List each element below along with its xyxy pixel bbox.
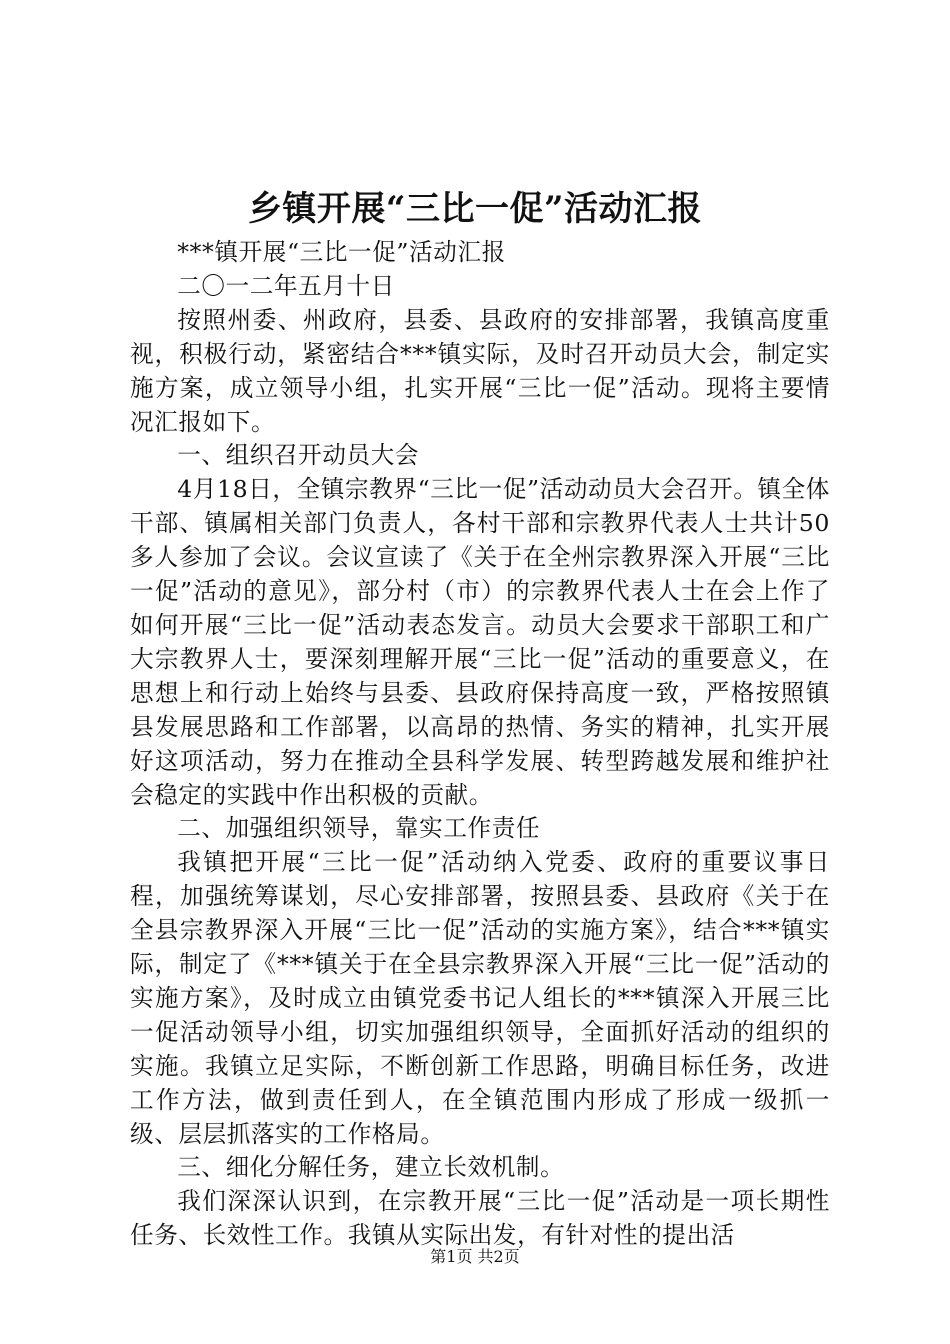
section-heading-3: 三、细化分解任务，建立长效机制。 (177, 1153, 565, 1182)
paragraph-section-2: 我镇把开展“三比一促”活动纳入党委、政府的重要议事日程，加强统筹谋划，尽心安排部署，按照县委、县政府《关于在全县宗教界深入开展“三比一促”活动的实施方案》，结合***镇实际，制定了《***镇关于在全县宗教界深入开展“三比一促”活动的实施方案》，及时成立由镇党委书记人组长的***镇深入开展三比一促活动领导小组，切实加强组织领导，全面抓好活动的组织的实施。我镇立足实际，不断创新工作思路，明确目标任务，改进工作方法，做到责任到人，在全镇范围内形成了形成一级抓一级、层层抓落实的工作格局。 (130, 848, 830, 1148)
page-number-footer: 第1页 共2页 (430, 1247, 520, 1266)
paragraph-heading-line: ***镇开展“三比一促”活动汇报 (177, 238, 506, 266)
paragraph-date: 二〇一二年五月十日 (177, 271, 395, 300)
document-body (130, 236, 830, 1253)
paragraph-intro: 按照州委、州政府，县委、县政府的安排部署，我镇高度重视，积极行动，紧密结合***镇实际，及时召开动员大会，制定实施方案，成立领导小组，扎实开展“三比一促”活动。现将主要情况汇报如下。 (130, 305, 830, 436)
section-heading-2: 二、加强组织领导，靠实工作责任 (177, 814, 541, 843)
paragraph-section-3: 我们深深认识到，在宗教开展“三比一促”活动是一项长期性任务、长效性工作。我镇从实际出发，有针对性的提出活 (130, 1187, 830, 1250)
document-title: 乡镇开展“三比一促”活动汇报 (247, 189, 703, 229)
section-heading-1: 一、组织召开动员大会 (177, 441, 420, 470)
paragraph-section-1: 4月18日，全镇宗教界“三比一促”活动动员大会召开。镇全体干部、镇属相关部门负责人，各村干部和宗教界代表人士共计50多人参加了会议。会议宣读了《关于在全州宗教界深入开展“三比一促”活动的意见》，部分村（市）的宗教界代表人士在会上作了如何开展“三比一促”活动表态发言。动员大会要求干部职工和广大宗教界人士，要深刻理解开展“三比一促”活动的重要意义，在思想上和行动上始终与县委、县政府保持高度一致，严格按照镇县发展思路和工作部署，以高昂的热情、务实的精神，扎实开展好这项活动，努力在推动全县科学发展、转型跨越发展和维护社会稳定的实践中作出积极的贡献。 (130, 475, 830, 809)
